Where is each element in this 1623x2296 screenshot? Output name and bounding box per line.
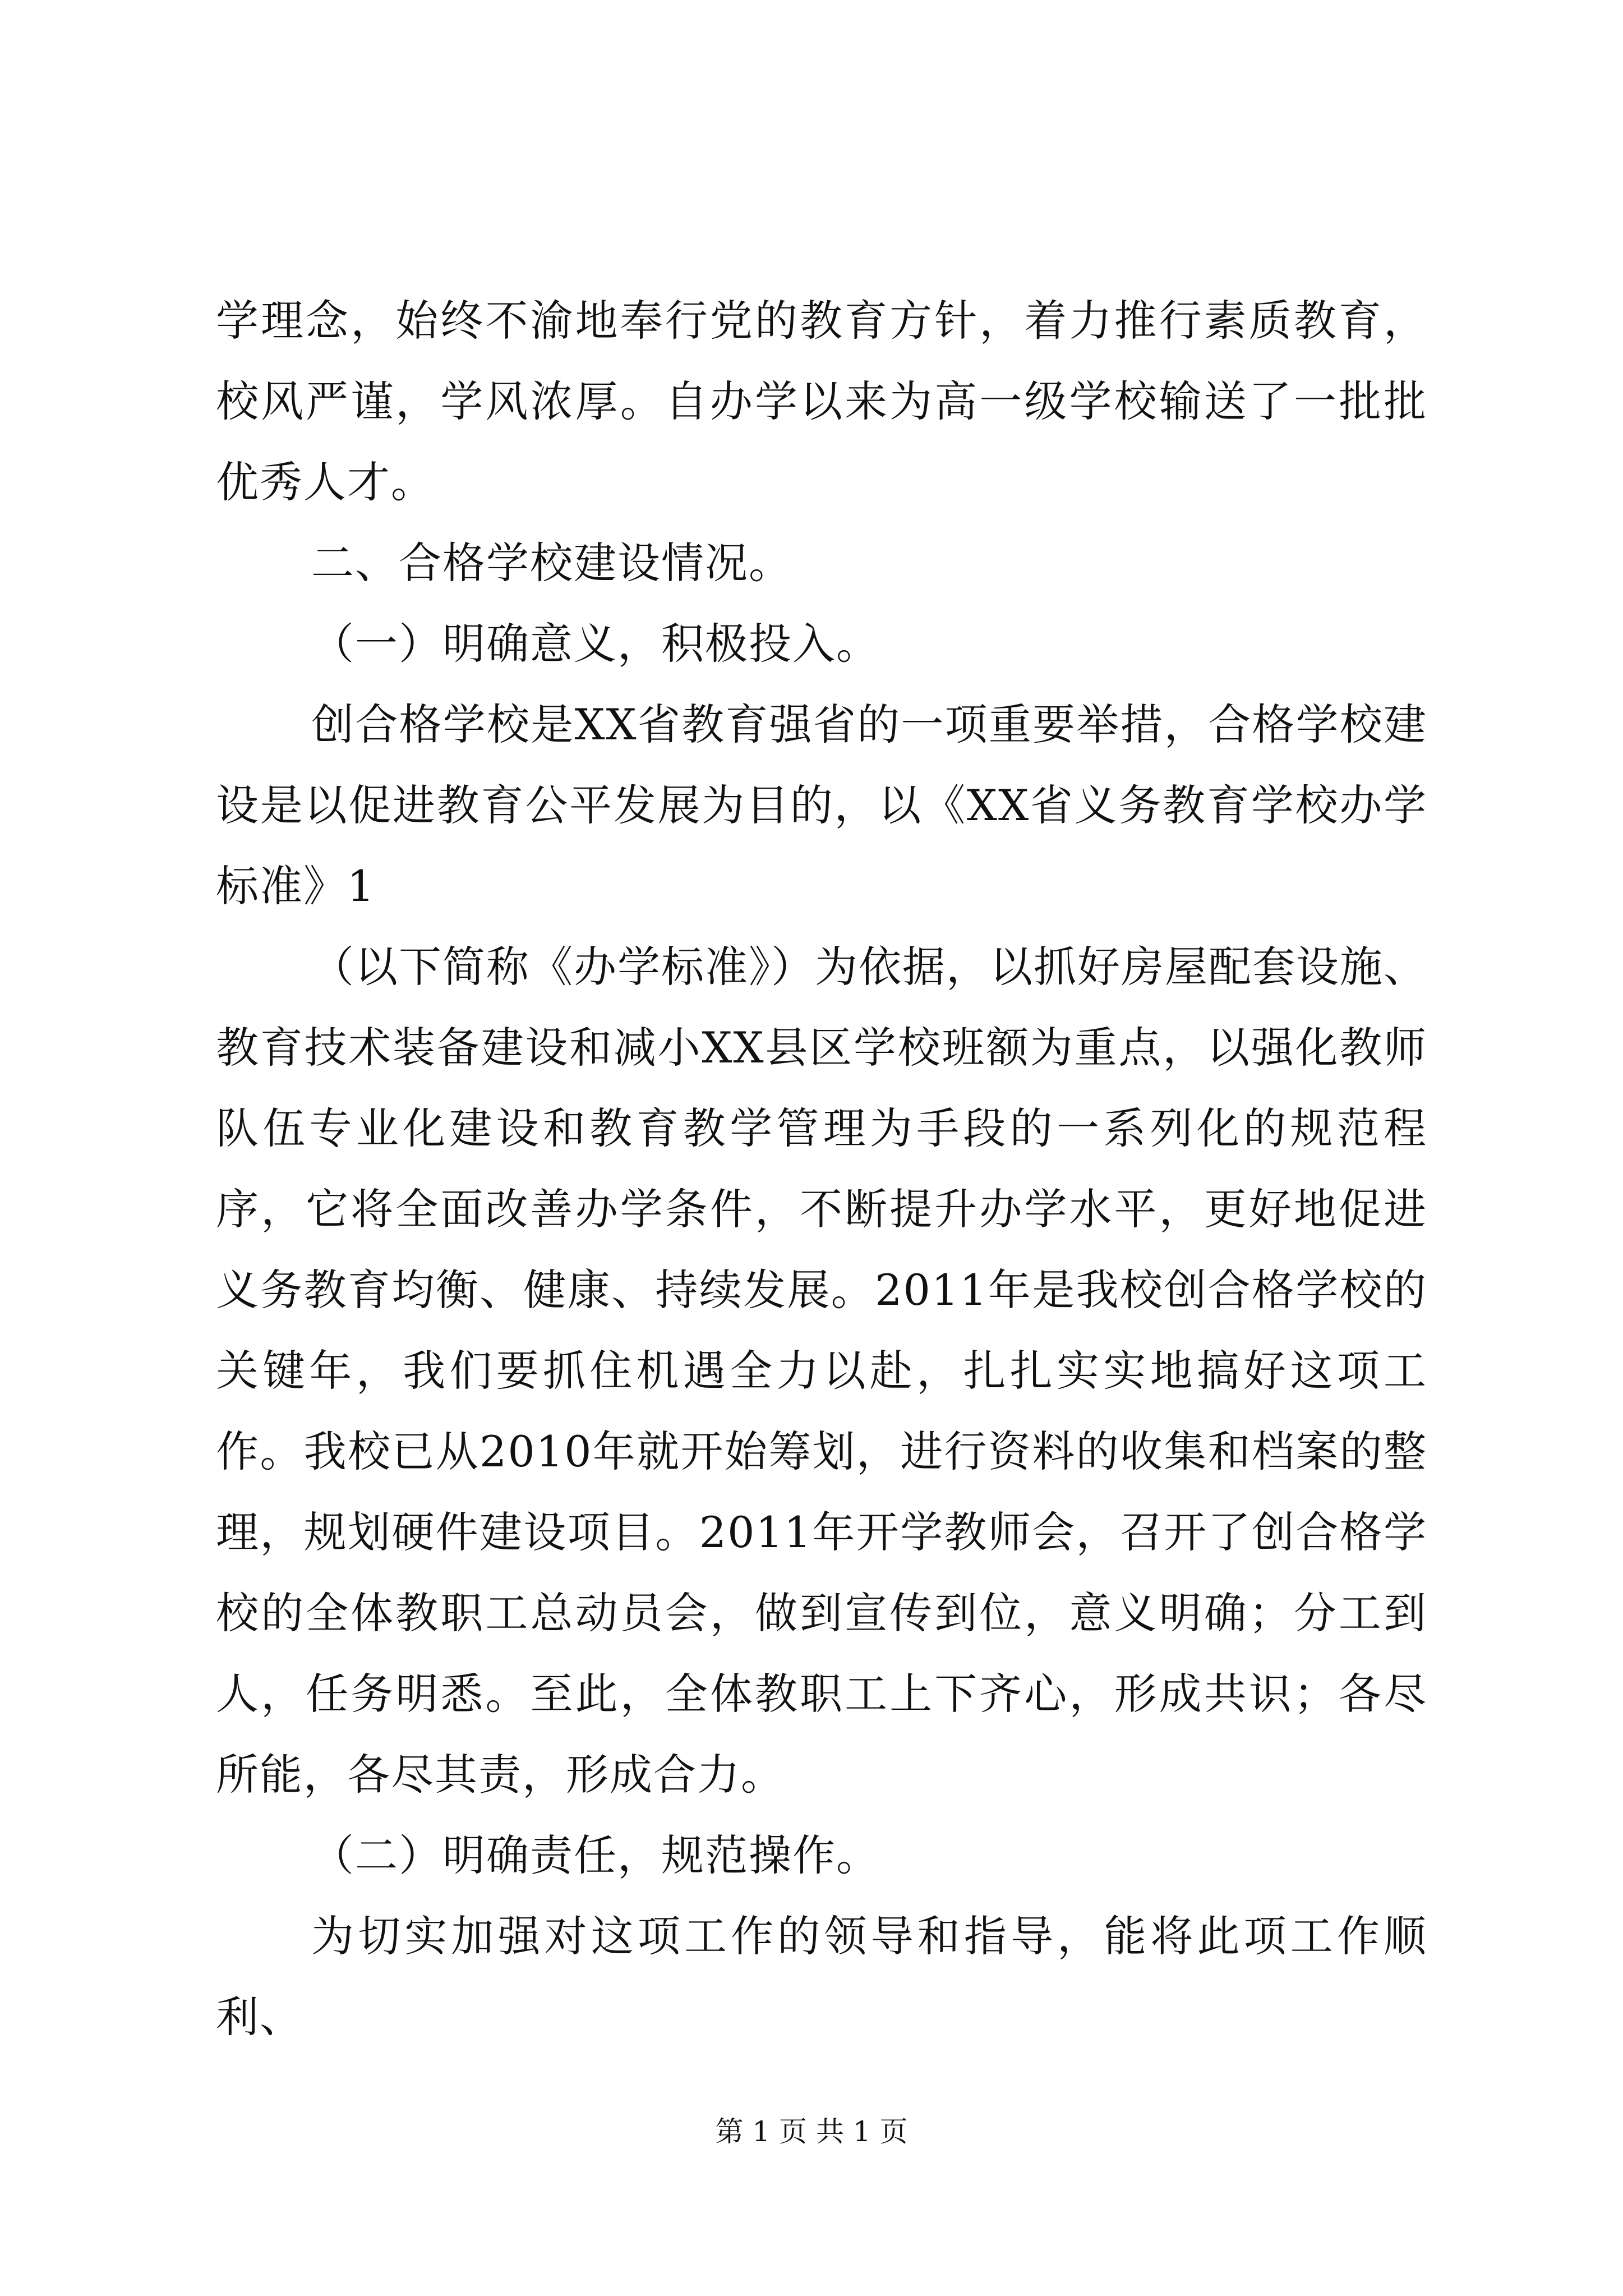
subsection-heading-clarify-meaning: （一）明确意义，积极投入。 [311, 619, 880, 669]
paragraph-qualified-school-initiative: 创合格学校是XX省教育强省的一项重要举措，合格学校建设是以促进教育公平发展为目的，以《XX省义务教育学校办学标准》1 [216, 700, 1427, 911]
subsection-heading-clarify-responsibility: （二）明确责任，规范操作。 [311, 1830, 880, 1880]
page-footer: 第 1 页 共 1 页 [715, 2115, 908, 2148]
paragraph-school-philosophy: 学理念，始终不渝地奉行党的教育方针，着力推行素质教育，校风严谨，学风浓厚。自办学以来为高一级学校输送了一批批优秀人才。 [216, 296, 1427, 507]
paragraph-standards-and-mobilization: （以下简称《办学标准》）为依据，以抓好房屋配套设施、教育技术装备建设和减小XX县区学校班额为重点，以强化教师队伍专业化建设和教育教学管理为手段的一系列化的规范程序，它将全面改善办学条件，不断提升办学水平，更好地促进义务教育均衡、健康、持续发展。2011年是我校创合格学校的关键年，我们要抓住机遇全力以赴，扎扎实实地搞好这项工作。我校已从2010年就开始筹划，进行资料的收集和档案的整理，规划硬件建设项目。2011年开学教师会，召开了创合格学校的全体教职工总动员会，做到宣传到位，意义明确；分工到人，任务明悉。至此，全体教职工上下齐心，形成共识；各尽所能，各尽其责，形成合力。 [216, 942, 1427, 1800]
paragraph-leadership-guidance: 为切实加强对这项工作的领导和指导，能将此项工作顺利、 [216, 1911, 1427, 2042]
section-heading-qualified-school-construction: 二、合格学校建设情况。 [311, 538, 792, 588]
document-body [216, 280, 1427, 2058]
